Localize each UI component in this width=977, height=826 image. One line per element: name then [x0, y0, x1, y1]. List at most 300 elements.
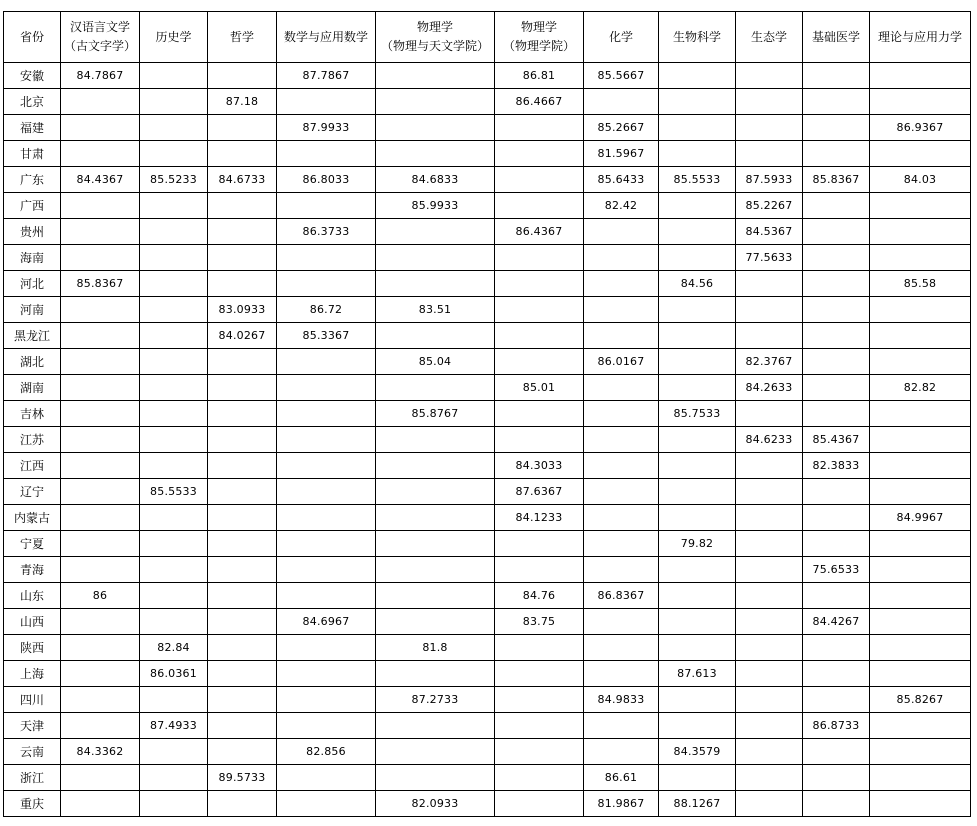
province-cell: 广东 [4, 167, 61, 193]
score-cell [584, 635, 659, 661]
score-cell [803, 245, 870, 271]
score-cell [208, 141, 277, 167]
score-cell [140, 245, 208, 271]
column-header [61, 12, 140, 63]
score-cell: 84.03 [870, 167, 971, 193]
province-cell: 江西 [4, 453, 61, 479]
column-header [277, 12, 376, 63]
score-cell [870, 219, 971, 245]
score-cell [584, 479, 659, 505]
score-cell [736, 479, 803, 505]
score-cell [870, 323, 971, 349]
score-cell [659, 115, 736, 141]
score-cell [495, 765, 584, 791]
score-cell [659, 609, 736, 635]
score-cell [376, 89, 495, 115]
score-cell: 85.5533 [140, 479, 208, 505]
score-cell [584, 245, 659, 271]
score-cell [870, 63, 971, 89]
score-cell [803, 89, 870, 115]
score-cell: 84.5367 [736, 219, 803, 245]
score-cell [803, 661, 870, 687]
score-cell: 84.6833 [376, 167, 495, 193]
table-row [4, 401, 971, 427]
province-cell: 湖北 [4, 349, 61, 375]
score-cell: 84.3033 [495, 453, 584, 479]
score-cell [277, 791, 376, 817]
score-cell [495, 661, 584, 687]
score-cell [584, 713, 659, 739]
score-cell: 85.8767 [376, 401, 495, 427]
score-cell [495, 349, 584, 375]
score-cell: 83.0933 [208, 297, 277, 323]
score-cell: 89.5733 [208, 765, 277, 791]
column-header [803, 12, 870, 63]
score-cell [277, 583, 376, 609]
score-cell [870, 583, 971, 609]
column-header-label: （古文字学） [63, 39, 136, 53]
table-row [4, 583, 971, 609]
column-header-label: 化学 [608, 29, 633, 44]
province-cell: 贵州 [4, 219, 61, 245]
score-cell [870, 739, 971, 765]
score-cell [659, 687, 736, 713]
score-cell [870, 635, 971, 661]
score-cell: 75.6533 [803, 557, 870, 583]
score-cell [870, 661, 971, 687]
column-header [140, 12, 208, 63]
score-cell [277, 453, 376, 479]
score-cell [208, 531, 277, 557]
score-cell: 84.6967 [277, 609, 376, 635]
province-cell: 山东 [4, 583, 61, 609]
score-cell [584, 401, 659, 427]
score-cell [659, 193, 736, 219]
table-row [4, 791, 971, 817]
score-cell [61, 635, 140, 661]
score-cell [208, 349, 277, 375]
score-cell [736, 505, 803, 531]
table-row [4, 687, 971, 713]
score-cell [870, 89, 971, 115]
score-cell: 83.75 [495, 609, 584, 635]
table-row [4, 141, 971, 167]
score-cell [736, 661, 803, 687]
score-cell [803, 531, 870, 557]
score-cell [140, 349, 208, 375]
score-cell [584, 505, 659, 531]
score-cell [277, 193, 376, 219]
score-cell [208, 401, 277, 427]
province-cell: 福建 [4, 115, 61, 141]
score-cell: 81.8 [376, 635, 495, 661]
score-cell: 86.81 [495, 63, 584, 89]
score-cell: 84.4367 [61, 167, 140, 193]
score-cell [803, 297, 870, 323]
score-cell [140, 739, 208, 765]
table-row [4, 765, 971, 791]
score-cell [61, 115, 140, 141]
score-cell [277, 89, 376, 115]
score-cell [376, 375, 495, 401]
score-cell [736, 271, 803, 297]
column-header [736, 12, 803, 63]
score-cell [140, 427, 208, 453]
score-cell [140, 765, 208, 791]
score-cell [61, 453, 140, 479]
score-cell [61, 609, 140, 635]
score-cell [803, 583, 870, 609]
score-cell [659, 505, 736, 531]
score-cell [140, 89, 208, 115]
score-cell [376, 583, 495, 609]
table-row [4, 349, 971, 375]
score-cell [208, 713, 277, 739]
score-cell: 84.6233 [736, 427, 803, 453]
table-row [4, 63, 971, 89]
score-cell: 82.42 [584, 193, 659, 219]
province-cell: 上海 [4, 661, 61, 687]
score-cell [870, 297, 971, 323]
score-cell: 82.82 [870, 375, 971, 401]
province-cell: 黑龙江 [4, 323, 61, 349]
score-cell [584, 557, 659, 583]
score-cell [376, 245, 495, 271]
score-cell [61, 765, 140, 791]
score-cell [495, 271, 584, 297]
score-cell: 82.3767 [736, 349, 803, 375]
score-cell: 84.6733 [208, 167, 277, 193]
column-header-label: （物理与天文学院） [380, 39, 489, 53]
score-cell [495, 791, 584, 817]
score-cell: 81.5967 [584, 141, 659, 167]
score-cell [736, 141, 803, 167]
score-cell [277, 713, 376, 739]
province-cell: 江苏 [4, 427, 61, 453]
score-cell [140, 141, 208, 167]
score-cell [61, 505, 140, 531]
score-cell: 87.5933 [736, 167, 803, 193]
score-cell: 86.8033 [277, 167, 376, 193]
score-cell [659, 375, 736, 401]
score-cell [208, 739, 277, 765]
score-cell [803, 141, 870, 167]
score-cell [870, 245, 971, 271]
score-cell [376, 453, 495, 479]
province-cell: 湖南 [4, 375, 61, 401]
score-cell [140, 193, 208, 219]
score-cell [61, 141, 140, 167]
score-cell: 85.5233 [140, 167, 208, 193]
score-cell: 84.4267 [803, 609, 870, 635]
score-cell [61, 193, 140, 219]
score-cell [584, 89, 659, 115]
score-cell [140, 453, 208, 479]
score-cell [584, 219, 659, 245]
score-cell: 82.3833 [803, 453, 870, 479]
score-cell [208, 583, 277, 609]
table-body [4, 63, 971, 817]
score-cell [140, 557, 208, 583]
score-cell [659, 765, 736, 791]
score-cell [584, 661, 659, 687]
score-cell [736, 635, 803, 661]
score-cell [870, 479, 971, 505]
score-cell [208, 115, 277, 141]
score-cell [584, 323, 659, 349]
score-cell [495, 401, 584, 427]
score-cell [584, 739, 659, 765]
score-cell: 83.51 [376, 297, 495, 323]
column-header [659, 12, 736, 63]
score-cell: 86.0167 [584, 349, 659, 375]
score-cell [803, 401, 870, 427]
column-header-label: 生态学 [750, 29, 787, 44]
score-cell [870, 141, 971, 167]
score-cell: 84.76 [495, 583, 584, 609]
score-cell [208, 453, 277, 479]
score-cell: 85.4367 [803, 427, 870, 453]
score-cell: 85.2267 [736, 193, 803, 219]
score-cell: 85.04 [376, 349, 495, 375]
score-cell: 85.6433 [584, 167, 659, 193]
province-cell: 河南 [4, 297, 61, 323]
score-cell [659, 297, 736, 323]
score-cell [140, 687, 208, 713]
score-cell [495, 531, 584, 557]
column-header [495, 12, 584, 63]
score-cell [659, 427, 736, 453]
province-cell: 广西 [4, 193, 61, 219]
score-cell [584, 375, 659, 401]
table-row [4, 531, 971, 557]
column-header [208, 12, 277, 63]
table-row [4, 219, 971, 245]
province-cell: 重庆 [4, 791, 61, 817]
score-cell: 85.5533 [659, 167, 736, 193]
score-cell [61, 531, 140, 557]
score-cell: 84.9833 [584, 687, 659, 713]
score-cell [495, 557, 584, 583]
table-row [4, 89, 971, 115]
score-cell [870, 791, 971, 817]
score-cell: 86.8733 [803, 713, 870, 739]
score-cell [140, 219, 208, 245]
score-cell: 84.3362 [61, 739, 140, 765]
score-cell [140, 271, 208, 297]
score-cell [277, 531, 376, 557]
score-cell [495, 635, 584, 661]
score-cell: 84.7867 [61, 63, 140, 89]
province-cell: 北京 [4, 89, 61, 115]
score-cell [140, 583, 208, 609]
score-cell: 84.3579 [659, 739, 736, 765]
column-header-label: （物理学院） [502, 39, 575, 53]
score-cell: 85.7533 [659, 401, 736, 427]
score-cell [376, 765, 495, 791]
province-cell: 河北 [4, 271, 61, 297]
score-table [3, 11, 971, 817]
score-cell [376, 479, 495, 505]
table-row [4, 739, 971, 765]
score-cell [376, 141, 495, 167]
score-cell: 87.613 [659, 661, 736, 687]
province-cell: 辽宁 [4, 479, 61, 505]
score-cell: 85.01 [495, 375, 584, 401]
score-cell [803, 193, 870, 219]
score-cell [208, 375, 277, 401]
score-cell [870, 531, 971, 557]
score-cell [736, 791, 803, 817]
score-cell [61, 245, 140, 271]
score-cell [61, 349, 140, 375]
score-cell [659, 245, 736, 271]
column-header [584, 12, 659, 63]
score-cell [140, 505, 208, 531]
score-cell [140, 609, 208, 635]
score-cell [736, 739, 803, 765]
score-cell: 86.72 [277, 297, 376, 323]
score-cell [659, 349, 736, 375]
province-cell: 宁夏 [4, 531, 61, 557]
score-cell: 85.5667 [584, 63, 659, 89]
score-cell [208, 661, 277, 687]
score-cell [140, 791, 208, 817]
province-cell: 吉林 [4, 401, 61, 427]
score-cell [584, 531, 659, 557]
score-cell [277, 245, 376, 271]
score-cell: 87.6367 [495, 479, 584, 505]
province-cell: 青海 [4, 557, 61, 583]
score-cell [61, 89, 140, 115]
score-cell [803, 323, 870, 349]
score-cell [659, 63, 736, 89]
score-cell [61, 713, 140, 739]
score-cell [803, 375, 870, 401]
score-cell: 82.84 [140, 635, 208, 661]
score-cell: 86.61 [584, 765, 659, 791]
province-cell: 安徽 [4, 63, 61, 89]
score-cell [803, 687, 870, 713]
column-header-label: 汉语言文学 [69, 20, 130, 34]
score-cell [376, 557, 495, 583]
score-cell [870, 349, 971, 375]
score-cell [376, 713, 495, 739]
score-cell [61, 687, 140, 713]
province-cell: 山西 [4, 609, 61, 635]
score-cell [495, 245, 584, 271]
table-row [4, 557, 971, 583]
score-cell: 85.8367 [61, 271, 140, 297]
score-cell [61, 375, 140, 401]
score-cell: 86.0361 [140, 661, 208, 687]
score-cell [208, 219, 277, 245]
score-cell [803, 219, 870, 245]
score-cell [61, 297, 140, 323]
score-cell [140, 323, 208, 349]
score-cell: 85.3367 [277, 323, 376, 349]
score-cell [61, 401, 140, 427]
score-cell: 86.9367 [870, 115, 971, 141]
score-cell [376, 427, 495, 453]
table-row [4, 505, 971, 531]
score-cell [736, 609, 803, 635]
score-cell: 87.9933 [277, 115, 376, 141]
score-cell [277, 765, 376, 791]
table-row [4, 635, 971, 661]
score-cell [659, 635, 736, 661]
score-cell [736, 297, 803, 323]
score-cell [736, 713, 803, 739]
score-cell [736, 115, 803, 141]
score-cell [376, 661, 495, 687]
score-cell [870, 557, 971, 583]
table-row [4, 323, 971, 349]
score-cell [803, 739, 870, 765]
header-row [4, 12, 971, 63]
score-cell [277, 661, 376, 687]
score-cell [376, 739, 495, 765]
column-header [870, 12, 971, 63]
column-header-label: 省份 [19, 29, 44, 44]
score-cell [277, 557, 376, 583]
score-cell [140, 297, 208, 323]
score-cell [803, 115, 870, 141]
score-cell [277, 635, 376, 661]
score-cell [659, 583, 736, 609]
score-cell [376, 531, 495, 557]
score-cell [61, 323, 140, 349]
score-cell [376, 271, 495, 297]
score-cell [140, 401, 208, 427]
score-cell [376, 63, 495, 89]
score-cell [659, 219, 736, 245]
score-cell [61, 557, 140, 583]
score-cell [140, 375, 208, 401]
score-cell: 84.56 [659, 271, 736, 297]
score-cell [495, 427, 584, 453]
province-cell: 甘肃 [4, 141, 61, 167]
score-cell [736, 765, 803, 791]
score-cell [208, 635, 277, 661]
score-cell [736, 401, 803, 427]
score-cell: 79.82 [659, 531, 736, 557]
score-cell [208, 505, 277, 531]
score-cell: 81.9867 [584, 791, 659, 817]
province-cell: 四川 [4, 687, 61, 713]
score-cell [659, 479, 736, 505]
table-header [4, 12, 971, 63]
score-cell [803, 505, 870, 531]
score-cell [277, 349, 376, 375]
score-cell: 84.2633 [736, 375, 803, 401]
score-cell: 86.3733 [277, 219, 376, 245]
score-cell [495, 687, 584, 713]
score-cell [803, 63, 870, 89]
score-cell [208, 427, 277, 453]
table-row [4, 115, 971, 141]
score-cell [736, 89, 803, 115]
score-cell: 82.0933 [376, 791, 495, 817]
score-cell: 85.58 [870, 271, 971, 297]
score-cell: 87.2733 [376, 687, 495, 713]
score-cell [277, 141, 376, 167]
score-cell [495, 193, 584, 219]
score-cell: 86.4667 [495, 89, 584, 115]
score-cell: 87.7867 [277, 63, 376, 89]
score-cell [495, 115, 584, 141]
score-cell: 88.1267 [659, 791, 736, 817]
